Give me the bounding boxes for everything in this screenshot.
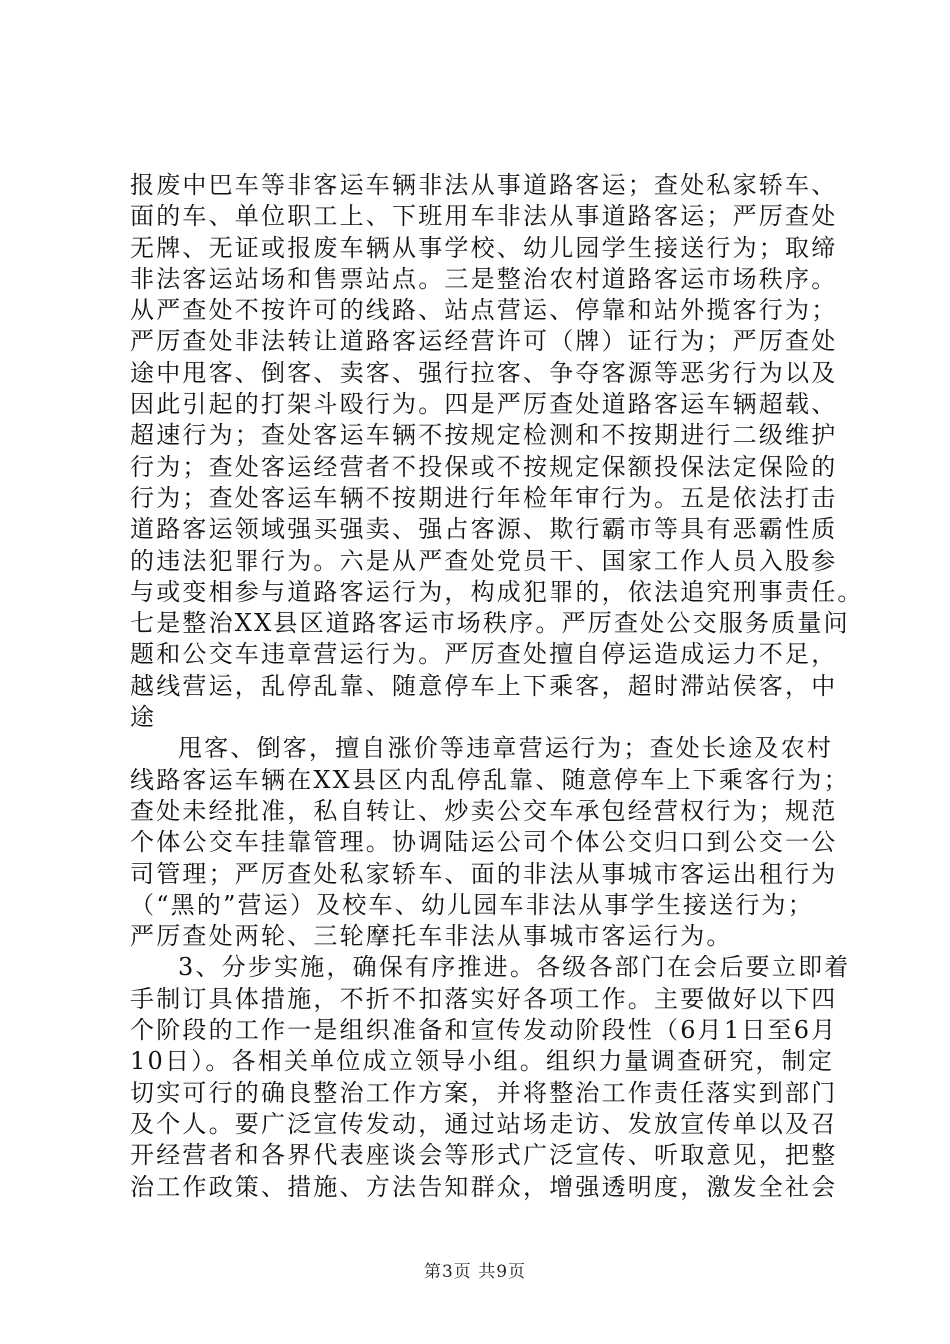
text-line: 查处未经批准，私自转让、炒卖公交车承包经营权行为；规范 [130,796,838,825]
text-line: 司管理；严厉查处私家轿车、面的非法从事城市客运出租行为 [130,859,838,888]
text-line: 3、分步实施，确保有序推进。各级各部门在会后要立即着 [178,953,851,982]
text-line: 与或变相参与道路客运行为，构成犯罪的，依法追究刑事责任。 [130,577,864,606]
text-line: 10日）。各相关单位成立领导小组。组织力量调查研究，制定 [130,1047,835,1076]
text-line: （“黑的”营运）及校车、幼儿园车非法从事学生接送行为； [130,890,814,919]
text-line: 严厉查处非法转让道路客运经营许可（牌）证行为；严厉查处 [130,327,838,356]
text-line: 非法客运站场和售票站点。三是整治农村道路客运市场秩序。 [130,264,838,293]
text-line: 手制订具体措施，不折不扣落实好各项工作。主要做好以下四 [130,984,838,1013]
text-line: 七是整治XX县区道路客运市场秩序。严厉查处公交服务质量问 [130,609,850,638]
text-line: 的违法犯罪行为。六是从严查处党员干、国家工作人员入股参 [130,546,838,575]
text-line: 及个人。要广泛宣传发动，通过站场走访、发放宣传单以及召 [130,1109,838,1138]
text-line: 行为；查处客运车辆不按期进行年检年审行为。五是依法打击 [130,483,838,512]
text-line: 开经营者和各界代表座谈会等形式广泛宣传、听取意见，把整 [130,1141,838,1170]
text-line: 个阶段的工作一是组织准备和宣传发动阶段性（6月1日至6月 [130,1016,838,1045]
text-line: 从严查处不按许可的线路、站点营运、停靠和站外揽客行为； [130,296,838,325]
text-line: 甩客、倒客，擅自涨价等违章营运行为；查处长途及农村 [178,734,833,763]
document-body [130,170,864,1203]
text-line: 线路客运车辆在XX县区内乱停乱靠、随意停车上下乘客行为； [130,765,850,794]
text-line: 越线营运，乱停乱靠、随意停车上下乘客，超时滞站侯客，中 [130,671,838,700]
text-line: 途 [130,703,157,732]
text-line: 因此引起的打架斗殴行为。四是严厉查处道路客运车辆超载、 [130,390,838,419]
text-line: 行为；查处客运经营者不投保或不按规定保额投保法定保险的 [130,452,838,481]
text-line: 切实可行的确良整治工作方案，并将整治工作责任落实到部门 [130,1078,838,1107]
page-footer: 第3页 共9页 [423,1262,527,1282]
text-line: 报废中巴车等非客运车辆非法从事道路客运；查处私家轿车、 [130,171,838,199]
text-line: 途中甩客、倒客、卖客、强行拉客、争夺客源等恶劣行为以及 [130,358,838,387]
text-line: 严厉查处两轮、三轮摩托车非法从事城市客运行为。 [130,922,733,951]
text-line: 无牌、无证或报废车辆从事学校、幼儿园学生接送行为；取缔 [130,233,838,262]
text-line: 超速行为；查处客运车辆不按规定检测和不按期进行二级维护 [130,421,838,450]
text-line: 道路客运领域强买强卖、强占客源、欺行霸市等具有恶霸性质 [130,515,838,544]
text-line: 面的车、单位职工上、下班用车非法从事道路客运；严厉查处 [130,202,838,231]
text-line: 治工作政策、措施、方法告知群众，增强透明度，激发全社会 [130,1172,838,1201]
text-line: 个体公交车挂靠管理。协调陆运公司个体公交归口到公交一公 [130,828,838,857]
text-line: 题和公交车违章营运行为。严厉查处擅自停运造成运力不足， [130,640,838,669]
